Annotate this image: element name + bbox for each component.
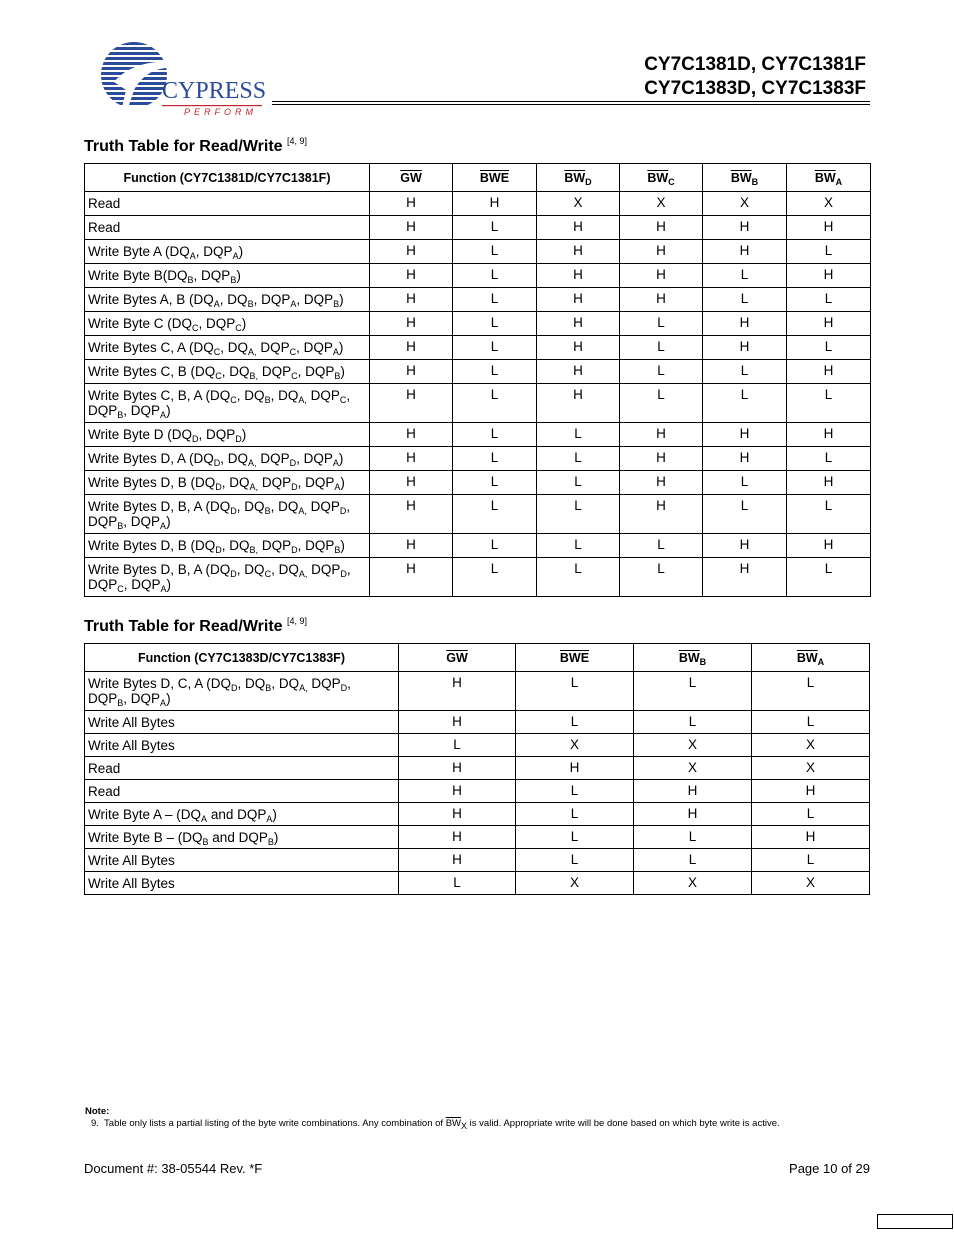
function-cell: Write Byte A – ($DQ_A$ and $DQP_A$) xyxy=(85,803,399,826)
column-header-bwa: $\overline{BW}_A$ xyxy=(787,164,871,192)
value-cell: L xyxy=(453,423,537,447)
truth-table-1381 xyxy=(84,163,871,597)
value-cell: X xyxy=(634,872,752,895)
table-row xyxy=(85,672,870,711)
value-cell: L xyxy=(620,534,703,558)
table-row xyxy=(85,264,871,288)
function-cell: Write Bytes D, B ($DQ_D$, $DQ_{B,}$ $DQP_D$, $DQP_B$) xyxy=(85,534,370,558)
table-row xyxy=(85,447,871,471)
value-cell: L xyxy=(516,803,634,826)
function-cell: Read xyxy=(85,192,370,216)
value-cell: H xyxy=(787,423,871,447)
note-number: 9. xyxy=(91,1118,99,1129)
function-cell: Write All Bytes xyxy=(85,711,399,734)
value-cell: L xyxy=(453,336,537,360)
value-cell: H xyxy=(537,288,620,312)
document-number: Document #: 38-05544 Rev. *F xyxy=(84,1161,263,1176)
value-cell: L xyxy=(453,312,537,336)
value-cell: X xyxy=(537,192,620,216)
table2-title-ref: [4, 9] xyxy=(287,616,308,626)
value-cell: L xyxy=(634,826,752,849)
column-header-function: Function (CY7C1383D/CY7C1383F) xyxy=(85,644,399,672)
value-cell: H xyxy=(703,312,787,336)
value-cell: H xyxy=(370,534,453,558)
value-cell: L xyxy=(453,495,537,534)
value-cell: L xyxy=(787,495,871,534)
value-cell: H xyxy=(703,216,787,240)
value-cell: H xyxy=(537,216,620,240)
value-cell: L xyxy=(703,264,787,288)
value-cell: L xyxy=(537,447,620,471)
column-header-bwb: $\overline{BW}_B$ xyxy=(703,164,787,192)
function-cell: Write Byte C ($DQ_C$, $DQP_C$) xyxy=(85,312,370,336)
value-cell: L xyxy=(703,384,787,423)
value-cell: H xyxy=(752,780,870,803)
value-cell: H xyxy=(370,360,453,384)
table-row xyxy=(85,780,870,803)
column-header-bwa: $\overline{BW}_A$ xyxy=(752,644,870,672)
value-cell: H xyxy=(370,447,453,471)
value-cell: L xyxy=(537,495,620,534)
value-cell: L xyxy=(787,336,871,360)
value-cell: X xyxy=(752,757,870,780)
function-cell: Write Bytes D, B ($DQ_D$, $DQ_{A,}$ $DQP_D$, $DQP_A$) xyxy=(85,471,370,495)
value-cell: L xyxy=(399,872,516,895)
value-cell: H xyxy=(537,264,620,288)
feedback-box[interactable] xyxy=(877,1214,953,1229)
value-cell: H xyxy=(399,826,516,849)
value-cell: H xyxy=(620,495,703,534)
value-cell: L xyxy=(787,288,871,312)
value-cell: L xyxy=(752,803,870,826)
table-row xyxy=(85,534,871,558)
value-cell: L xyxy=(516,780,634,803)
value-cell: L xyxy=(453,534,537,558)
value-cell: L xyxy=(516,826,634,849)
note-text-before: Table only lists a partial listing of the byte write combinations. Any combination of xyxy=(104,1118,444,1129)
value-cell: X xyxy=(703,192,787,216)
value-cell: X xyxy=(516,872,634,895)
table-row xyxy=(85,872,870,895)
value-cell: L xyxy=(537,423,620,447)
function-cell: Write Byte A ($DQ_A$, $DQP_A$) xyxy=(85,240,370,264)
value-cell: H xyxy=(703,447,787,471)
table-row xyxy=(85,384,871,423)
value-cell: H xyxy=(370,264,453,288)
value-cell: L xyxy=(453,240,537,264)
column-header-bwd: $\overline{BW}_D$ xyxy=(537,164,620,192)
header-rule xyxy=(272,101,870,105)
column-header-gw: $\overline{GW}$ xyxy=(370,164,453,192)
value-cell: L xyxy=(703,288,787,312)
value-cell: L xyxy=(537,558,620,597)
value-cell: H xyxy=(620,447,703,471)
column-header-function: Function (CY7C1381D/CY7C1381F) xyxy=(85,164,370,192)
value-cell: L xyxy=(516,849,634,872)
note-bw-base: $\overline{BW}$ xyxy=(445,1118,462,1129)
value-cell: L xyxy=(787,240,871,264)
value-cell: L xyxy=(516,711,634,734)
value-cell: H xyxy=(370,240,453,264)
value-cell: H xyxy=(370,384,453,423)
note-label: Note: xyxy=(85,1106,110,1117)
value-cell: X xyxy=(634,757,752,780)
value-cell: H xyxy=(370,336,453,360)
function-cell: Write Bytes A, B ($DQ_A$, $DQ_B$, $DQP_A$, $DQP_B$) xyxy=(85,288,370,312)
value-cell: L xyxy=(752,849,870,872)
value-cell: L xyxy=(620,558,703,597)
table-row xyxy=(85,423,871,447)
truth-table-1383 xyxy=(84,643,870,895)
value-cell: H xyxy=(399,780,516,803)
value-cell: L xyxy=(453,558,537,597)
value-cell: H xyxy=(399,711,516,734)
value-cell: L xyxy=(620,312,703,336)
value-cell: H xyxy=(370,471,453,495)
table2-title xyxy=(84,616,307,636)
document-title xyxy=(644,53,866,101)
value-cell: H xyxy=(787,534,871,558)
table-row xyxy=(85,360,871,384)
note-bw-sub: X xyxy=(461,1121,468,1131)
value-cell: X xyxy=(620,192,703,216)
value-cell: L xyxy=(634,711,752,734)
value-cell: H xyxy=(620,471,703,495)
function-cell: Write Byte $B(DQ_B$, $DQP_B$) xyxy=(85,264,370,288)
table-row xyxy=(85,336,871,360)
table-row xyxy=(85,288,871,312)
value-cell: H xyxy=(370,288,453,312)
value-cell: H xyxy=(370,216,453,240)
value-cell: L xyxy=(787,558,871,597)
value-cell: H xyxy=(703,240,787,264)
value-cell: L xyxy=(752,672,870,711)
function-cell: Write All Bytes xyxy=(85,872,399,895)
value-cell: H xyxy=(453,192,537,216)
table-row xyxy=(85,734,870,757)
table-row xyxy=(85,495,871,534)
logo-tagline: PERFORM xyxy=(184,107,257,117)
value-cell: L xyxy=(703,495,787,534)
cypress-logo xyxy=(84,42,270,120)
value-cell: L xyxy=(787,447,871,471)
value-cell: H xyxy=(620,423,703,447)
value-cell: H xyxy=(370,495,453,534)
table1-title-ref: [4, 9] xyxy=(287,136,308,146)
value-cell: L xyxy=(399,734,516,757)
value-cell: H xyxy=(516,757,634,780)
value-cell: L xyxy=(453,264,537,288)
value-cell: H xyxy=(399,803,516,826)
table-row xyxy=(85,240,871,264)
value-cell: H xyxy=(787,471,871,495)
value-cell: H xyxy=(703,558,787,597)
value-cell: H xyxy=(620,288,703,312)
note-text xyxy=(91,1118,780,1129)
value-cell: H xyxy=(634,803,752,826)
value-cell: L xyxy=(620,336,703,360)
value-cell: H xyxy=(752,826,870,849)
function-cell: Write All Bytes xyxy=(85,734,399,757)
function-cell: Write Bytes D, A ($DQ_D$, $DQ_{A,}$ $DQP_D$, $DQP_A$) xyxy=(85,447,370,471)
column-header-bwb: $\overline{BW}_B$ xyxy=(634,644,752,672)
column-header-gw: $\overline{GW}$ xyxy=(399,644,516,672)
column-header-bwe: $\overline{BWE}$ xyxy=(516,644,634,672)
value-cell: L xyxy=(537,534,620,558)
value-cell: L xyxy=(620,360,703,384)
table-row xyxy=(85,711,870,734)
function-cell: Write Bytes C, B ($DQ_C$, $DQ_{B,}$ $DQP_C$, $DQP_B$) xyxy=(85,360,370,384)
table-row xyxy=(85,558,871,597)
value-cell: H xyxy=(399,672,516,711)
value-cell: X xyxy=(752,734,870,757)
value-cell: L xyxy=(453,447,537,471)
table-row xyxy=(85,216,871,240)
column-header-bwc: $\overline{BW}_C$ xyxy=(620,164,703,192)
value-cell: H xyxy=(620,264,703,288)
function-cell: Write Bytes D, C, A ($DQ_D$, $DQ_B$, $DQ_{A,}$ $DQP_D$, $DQP_B$, $DQP_A$) xyxy=(85,672,399,711)
value-cell: L xyxy=(537,471,620,495)
value-cell: H xyxy=(620,240,703,264)
value-cell: X xyxy=(787,192,871,216)
value-cell: L xyxy=(634,849,752,872)
value-cell: X xyxy=(516,734,634,757)
function-cell: Write Bytes D, B, A ($DQ_D$, $DQ_B$, $DQ_{A,}$ $DQP_D$, $DQP_B$, $DQP_A$) xyxy=(85,495,370,534)
function-cell: Write Bytes C, A ($DQ_C$, $DQ_{A,}$ $DQP_C$, $DQP_A$) xyxy=(85,336,370,360)
value-cell: H xyxy=(399,757,516,780)
value-cell: L xyxy=(634,672,752,711)
value-cell: H xyxy=(787,312,871,336)
function-cell: Write All Bytes xyxy=(85,849,399,872)
value-cell: L xyxy=(620,384,703,423)
value-cell: H xyxy=(620,216,703,240)
value-cell: L xyxy=(752,711,870,734)
value-cell: X xyxy=(634,734,752,757)
function-cell: Write Byte B – ($DQ_B$ and $DQP_B$) xyxy=(85,826,399,849)
value-cell: H xyxy=(370,312,453,336)
value-cell: H xyxy=(703,423,787,447)
table1-title-text: Truth Table for Read/Write xyxy=(84,138,283,155)
value-cell: H xyxy=(537,312,620,336)
value-cell: H xyxy=(537,384,620,423)
value-cell: H xyxy=(787,360,871,384)
value-cell: L xyxy=(453,471,537,495)
value-cell: H xyxy=(537,360,620,384)
value-cell: H xyxy=(787,264,871,288)
table-row xyxy=(85,312,871,336)
value-cell: L xyxy=(787,384,871,423)
value-cell: L xyxy=(703,360,787,384)
function-cell: Read xyxy=(85,757,399,780)
value-cell: L xyxy=(453,384,537,423)
function-cell: Write Byte D ($DQ_D$, $DQP_D$) xyxy=(85,423,370,447)
function-cell: Read xyxy=(85,216,370,240)
table2-title-text: Truth Table for Read/Write xyxy=(84,618,283,635)
value-cell: X xyxy=(752,872,870,895)
note-text-after: is valid. Appropriate write will be done based on which byte write is active. xyxy=(469,1118,780,1129)
value-cell: L xyxy=(703,471,787,495)
value-cell: L xyxy=(453,288,537,312)
value-cell: H xyxy=(537,240,620,264)
table1-title xyxy=(84,136,307,156)
table-row xyxy=(85,757,870,780)
value-cell: H xyxy=(703,534,787,558)
value-cell: H xyxy=(370,558,453,597)
table-row xyxy=(85,471,871,495)
value-cell: H xyxy=(787,216,871,240)
value-cell: H xyxy=(370,192,453,216)
value-cell: L xyxy=(516,672,634,711)
table-row xyxy=(85,849,870,872)
table-row xyxy=(85,192,871,216)
function-cell: Write Bytes D, B, A ($DQ_D$, $DQ_C$, $DQ_{A,}$ $DQP_D$, $DQP_C$, $DQP_A$) xyxy=(85,558,370,597)
value-cell: L xyxy=(453,216,537,240)
value-cell: H xyxy=(634,780,752,803)
value-cell: H xyxy=(703,336,787,360)
logo-wordmark: CYPRESS xyxy=(162,78,267,104)
table-row xyxy=(85,826,870,849)
value-cell: H xyxy=(399,849,516,872)
function-cell: Read xyxy=(85,780,399,803)
value-cell: H xyxy=(370,423,453,447)
table-row xyxy=(85,803,870,826)
page-number: Page 10 of 29 xyxy=(789,1161,870,1176)
column-header-bwe: $\overline{BWE}$ xyxy=(453,164,537,192)
title-line-1: CY7C1381D, CY7C1381F xyxy=(644,54,866,75)
value-cell: H xyxy=(537,336,620,360)
function-cell: Write Bytes C, B, A ($DQ_C$, $DQ_B$, $DQ_{A,}$ $DQP_C$, $DQP_B$, $DQP_A$) xyxy=(85,384,370,423)
value-cell: L xyxy=(453,360,537,384)
title-line-2: CY7C1383D, CY7C1383F xyxy=(644,78,866,99)
